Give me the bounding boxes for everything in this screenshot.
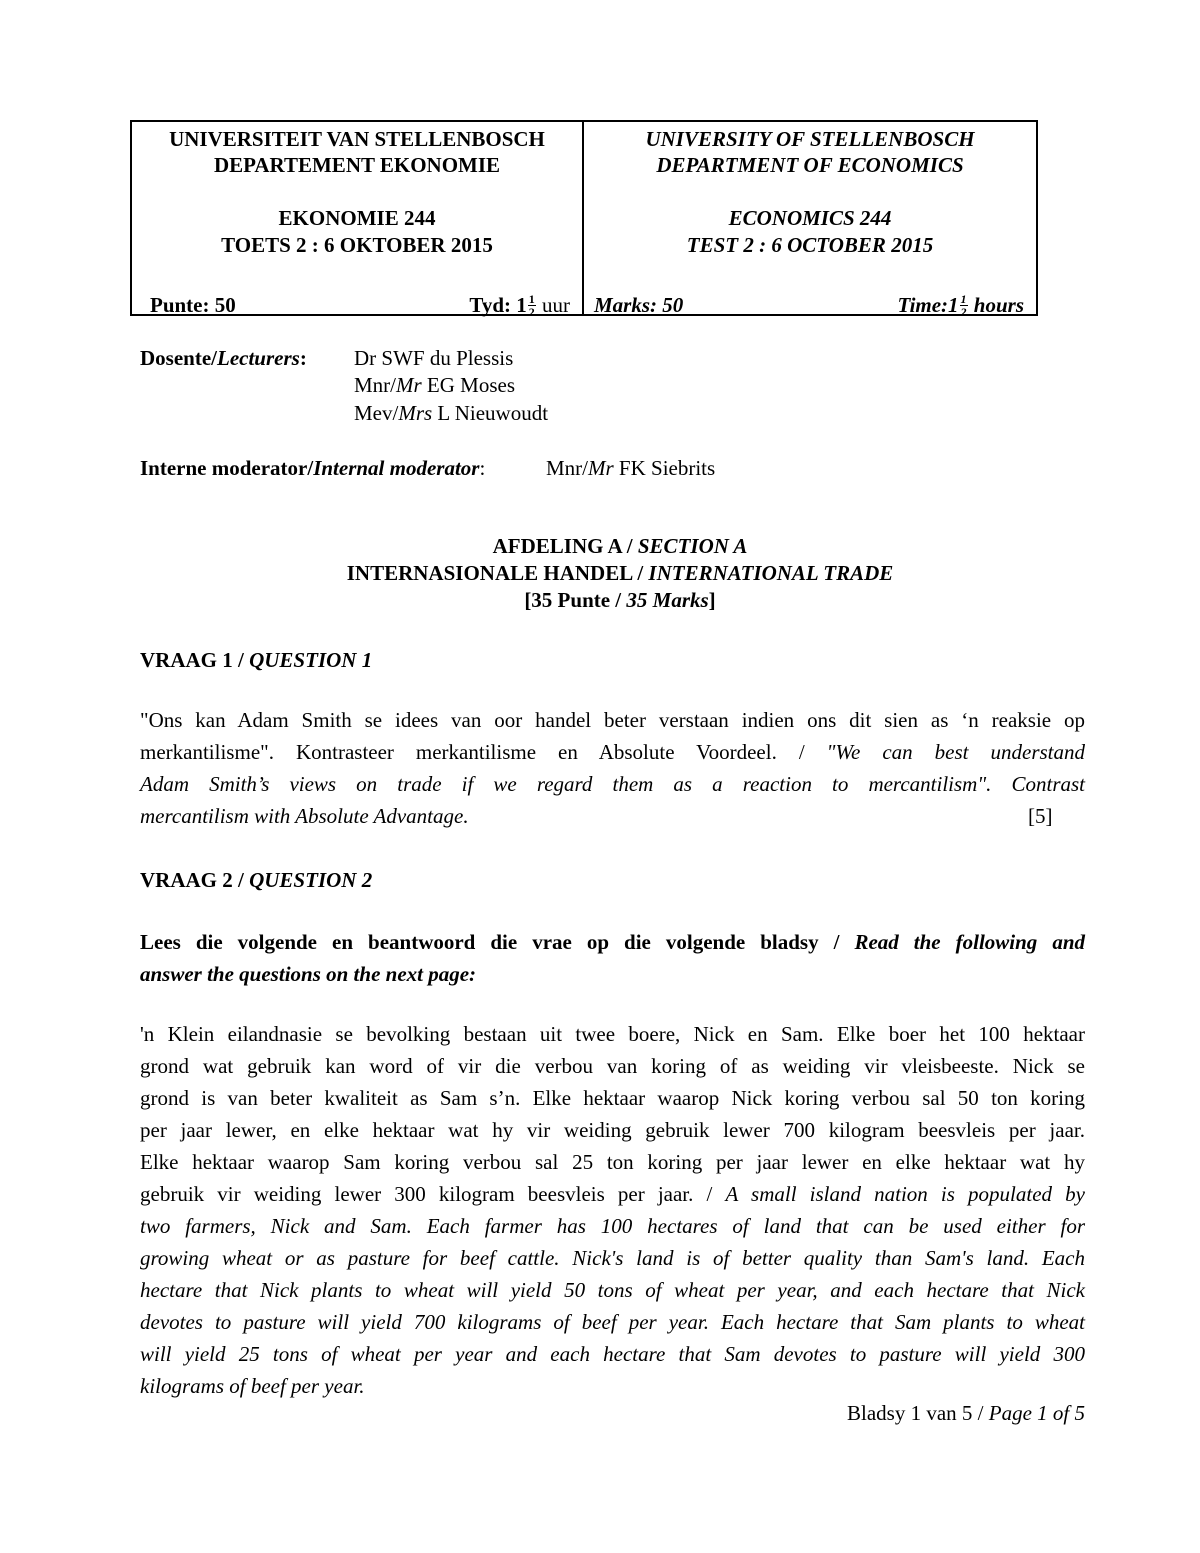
section-heading-line1 [130, 533, 1110, 559]
marks-en: Marks: 50 [594, 293, 684, 317]
q2-para-line-4: per jaar lewer, en elke hektaar wat hy vir weiding gebruik lewer 700 kilogram beesvleis per jaar. [140, 1118, 1085, 1142]
lecturers-label-en: Lecturers [217, 346, 300, 370]
q1-line-2-af: merkantilisme". Kontrasteer merkantilisme en Absolute Voordeel. / [140, 740, 827, 764]
question-2-heading [140, 867, 372, 893]
test-date-af: TOETS 2 : 6 OKTOBER 2015 [221, 233, 493, 257]
header-footer-af [150, 292, 570, 320]
lecturer-3-name: L Nieuwoudt [432, 401, 549, 425]
topic-af: INTERNASIONALE HANDEL / [346, 561, 649, 585]
header-box [130, 120, 1038, 319]
moderator-colon: : [479, 456, 486, 480]
lecturers-label-af: Dosente/ [140, 346, 217, 370]
time-label-af: Tyd: 1 [469, 293, 527, 317]
q1-marks: [5] [1028, 804, 1053, 828]
q2-heading-af: VRAAG 2 / [140, 868, 250, 892]
section-marks-en: 35 Marks [626, 588, 709, 612]
q1-heading-en: QUESTION 1 [249, 648, 373, 672]
q2-instruction-en-1: Read the following and [854, 930, 1085, 954]
marks-af: Punte: 50 [150, 293, 236, 317]
time-en [898, 292, 1024, 320]
time-label-en: Time:1 [897, 293, 959, 317]
lecturer-2 [354, 372, 515, 398]
q2-para-line-12: kilograms of beef per year. [140, 1374, 365, 1398]
fraction-denominator: 2 [528, 304, 535, 319]
lecturer-2-title-en: Mr [396, 373, 422, 397]
course-name-en: ECONOMICS 244 [728, 206, 892, 230]
q2-para-line-10: devotes to pasture will yield 700 kilograms of beef per year. Each hectare that Sam plants to wheat [140, 1310, 1085, 1334]
header-footer-en [594, 292, 1024, 320]
section-heading-line2 [130, 560, 1110, 586]
lecturers-colon: : [299, 346, 307, 370]
q1-heading-af: VRAAG 1 / [140, 648, 250, 672]
department-name-af: DEPARTEMENT EKONOMIE [213, 153, 501, 177]
test-date-en: TEST 2 : 6 OCTOBER 2015 [686, 233, 934, 257]
moderator-label [140, 455, 485, 481]
lecturers-label [140, 345, 307, 371]
half-fraction [528, 293, 536, 318]
page-number-af: Bladsy 1 van 5 / [847, 1401, 989, 1425]
lecturer-3-title-af: Mev/ [354, 401, 399, 425]
lecturer-3 [354, 400, 548, 426]
fraction-numerator: 1 [528, 291, 535, 306]
moderator-fullname: FK Siebrits [613, 456, 716, 480]
lecturer-2-title-af: Mnr/ [354, 373, 396, 397]
section-marks-af: [35 Punte / [524, 588, 627, 612]
header-english [584, 122, 1036, 319]
course-name-af: EKONOMIE 244 [278, 206, 436, 230]
time-af [469, 292, 570, 320]
q2-para-line-1: 'n Klein eilandnasie se bevolking bestaan uit twee boere, Nick en Sam. Elke boer het 100 hektaar [140, 1022, 1085, 1046]
moderator-title-en: Mr [588, 456, 614, 480]
q1-line-1: "Ons kan Adam Smith se idees van oor handel beter verstaan indien ons dit sien as ‘n reaksie op [140, 708, 1085, 732]
q1-line-4: mercantilism with Absolute Advantage. [140, 804, 469, 828]
moderator-name [546, 455, 715, 481]
q2-instruction-line-2: answer the questions on the next page: [140, 962, 477, 986]
page-number-en: Page 1 of 5 [988, 1401, 1085, 1425]
fraction-denominator-en: 2 [960, 304, 967, 319]
q2-instruction-af: Lees die volgende en beantwoord die vrae op die volgende bladsy / [140, 930, 855, 954]
q2-para-line-6 [140, 1178, 1085, 1210]
q2-para-line-8: growing wheat or as pasture for beef cattle. Nick's land is of better quality than Sam's land. Each [140, 1246, 1085, 1270]
page-number [847, 1400, 1085, 1426]
q2-para-line-5: Elke hektaar waarop Sam koring verbou sal 25 ton koring per jaar lewer en elke hektaar wat hy [140, 1150, 1085, 1174]
half-fraction-en [960, 293, 968, 318]
section-en: SECTION A [637, 534, 748, 558]
university-name-en: UNIVERSITY OF STELLENBOSCH [645, 127, 975, 151]
moderator-title-af: Mnr/ [546, 456, 588, 480]
time-unit-af: uur [536, 293, 570, 317]
q1-line-2-en: "We can best understand [826, 740, 1085, 764]
section-af: AFDELING A / [492, 534, 638, 558]
lecturer-3-title-en: Mrs [398, 401, 433, 425]
section-heading-marks [130, 587, 1110, 613]
lecturer-1: Dr SWF du Plessis [354, 346, 514, 370]
question-1-heading [140, 647, 372, 673]
moderator-label-af: Interne moderator/ [140, 456, 314, 480]
q2-para-line-3: grond is van beter kwaliteit as Sam s’n. Elke hektaar waarop Nick koring verbou sal 50 ton koring [140, 1086, 1085, 1110]
fraction-numerator-en: 1 [960, 291, 967, 306]
time-unit-en: hours [968, 293, 1024, 317]
q2-para-line-6-en: A small island nation is populated by [725, 1182, 1085, 1206]
q2-para-line-11: will yield 25 tons of wheat per year and each hectare that Sam devotes to pasture will yield 300 [140, 1342, 1085, 1366]
q2-para-line-2: grond wat gebruik kan word of vir die verbou van koring of as weiding vir vleisbeeste. Nick se [140, 1054, 1085, 1078]
q2-para-line-6-af: gebruik vir weiding lewer 300 kilogram beesvleis per jaar. / [140, 1182, 726, 1206]
header-afrikaans [132, 122, 584, 319]
department-name-en: DEPARTMENT OF ECONOMICS [656, 153, 964, 177]
q2-instruction-line-1 [140, 926, 1085, 958]
moderator-label-en: Internal moderator [313, 456, 480, 480]
section-marks-close: ] [708, 588, 716, 612]
q1-line-3: Adam Smith’s views on trade if we regard them as a reaction to mercantilism". Contrast [140, 772, 1085, 796]
q1-line-2 [140, 736, 1085, 768]
university-name-af: UNIVERSITEIT VAN STELLENBOSCH [169, 127, 545, 151]
q2-para-line-9: hectare that Nick plants to wheat will yield 50 tons of wheat per year, and each hectare that Nick [140, 1278, 1085, 1302]
q2-para-line-7: two farmers, Nick and Sam. Each farmer has 100 hectares of land that can be used either for [140, 1214, 1085, 1238]
q2-heading-en: QUESTION 2 [249, 868, 373, 892]
topic-en: INTERNATIONAL TRADE [648, 561, 894, 585]
lecturer-2-name: EG Moses [421, 373, 516, 397]
